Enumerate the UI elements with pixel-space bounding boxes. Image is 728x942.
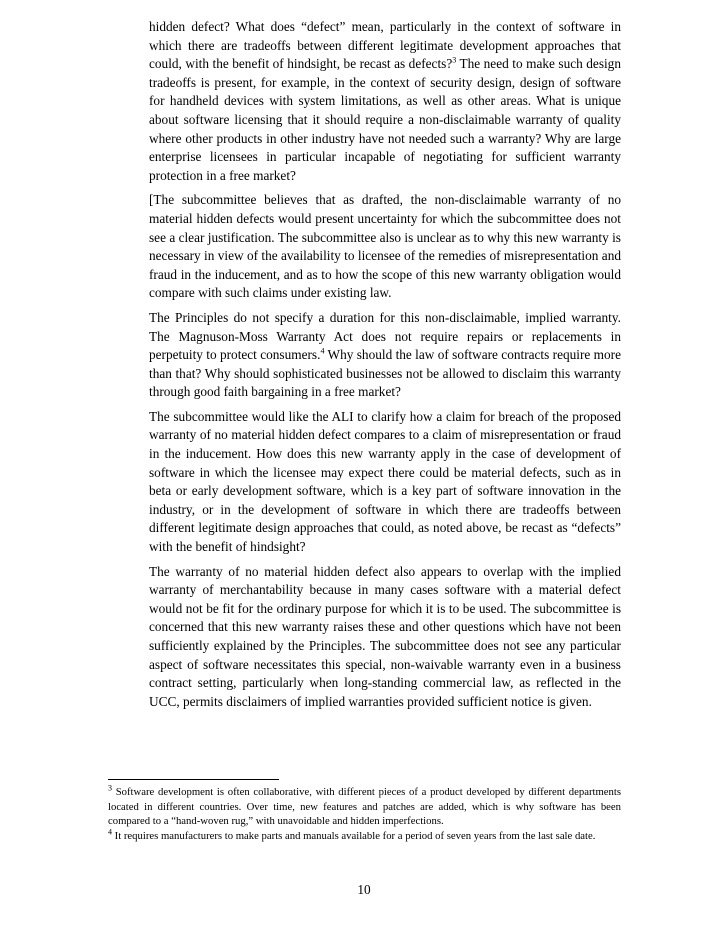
footnote-ref-3: 3: [452, 55, 457, 65]
footnote-text: It requires manufacturers to make parts and manuals available for a period of seven years from the last sale date.: [112, 829, 596, 842]
footnote-mark: 4: [108, 827, 112, 837]
paragraph-2: [149, 191, 621, 303]
paragraph-text: hidden defect? What does “defect” mean, particularly in the context of software in which there are tradeoffs between different legitimate development approaches that could, with the benefit of hindsight, be recast as defects?: [149, 19, 621, 72]
paragraph-1: [149, 18, 621, 185]
footnote-text: Software development is often collaborative, with different pieces of a product developed by different departments located in different countries. Over time, new features and patches are added, which is why software has been compared to a “hand-woven rug,” with unavoidable and hidden imperfections.: [108, 786, 621, 828]
footnote-separator: [108, 779, 279, 780]
body-text: [149, 18, 621, 717]
paragraph-text: The subcommittee would like the ALI to clarify how a claim for breach of the proposed warranty of no material hidden defect compares to a claim of misrepresentation or fraud in the inducement. How does this new warranty apply in the case of development of software in which the licensee may expect there could be material defects, such as in beta or early development software, which is a key part of software innovation in the industry, or in the development of software in which there are tradeoffs between different legitimate design approaches that could, as noted above, be recast as “defects” with the benefit of hindsight?: [149, 408, 621, 555]
paragraph-5: [149, 563, 621, 712]
paragraph-text: The warranty of no material hidden defect also appears to overlap with the implied warranty of merchantability because in many cases software with a material defect would not be fit for the ordinary purpose for which it is to be used. The subcommittee is concerned that this new warranty raises these and other questions which have not been sufficiently explained by the Principles. The subcommittee does not see any particular aspect of software necessitates this special, non-waivable warranty even in a business contract setting, particularly when long-standing commercial law, as reflected in the UCC, permits disclaimers of implied warranties provided sufficient notice is given.: [149, 563, 621, 709]
page-number: 10: [357, 882, 371, 897]
footnote-3: [108, 785, 621, 829]
footnote-4: [108, 829, 621, 844]
footnotes: [108, 785, 621, 843]
footnote-mark: 3: [108, 783, 112, 793]
paragraph-text-tail: Why should the law of software contracts require more than that? Why should sophisticated businesses not be allowed to disclaim this warranty through good faith bargaining in a free market?: [149, 347, 621, 400]
paragraph-4: [149, 408, 621, 557]
footnote-ref-4: 4: [320, 346, 325, 356]
paragraph-text: [The subcommittee believes that as drafted, the non-disclaimable warranty of no material hidden defects would present uncertainty for which the subcommittee does not see a clear justification. The subcommittee also is unclear as to why this new warranty is necessary in view of the availability to licensee of the remedies of misrepresentation and fraud in the inducement, and as to how the scope of this new warranty obligation would compare with such claims under existing law.: [149, 192, 621, 301]
paragraph-text: The Principles do not specify a duration for this non-disclaimable, implied warranty. The Magnuson-Moss Warranty Act does not require repairs or replacements in perpetuity to protect consumers.: [149, 309, 621, 363]
paragraph-3: [149, 309, 621, 402]
paragraph-text-tail: The need to make such design tradeoffs is present, for example, in the context of security design, design of software for handheld devices with system limitations, as well as other areas. What is unique about software licensing that it should require a non-disclaimable warranty of quality where other products in other industry have not needed such a warranty? Why are large enterprise licensees in particular incapable of negotiating for sufficient warranty protection in a free market?: [149, 56, 621, 183]
